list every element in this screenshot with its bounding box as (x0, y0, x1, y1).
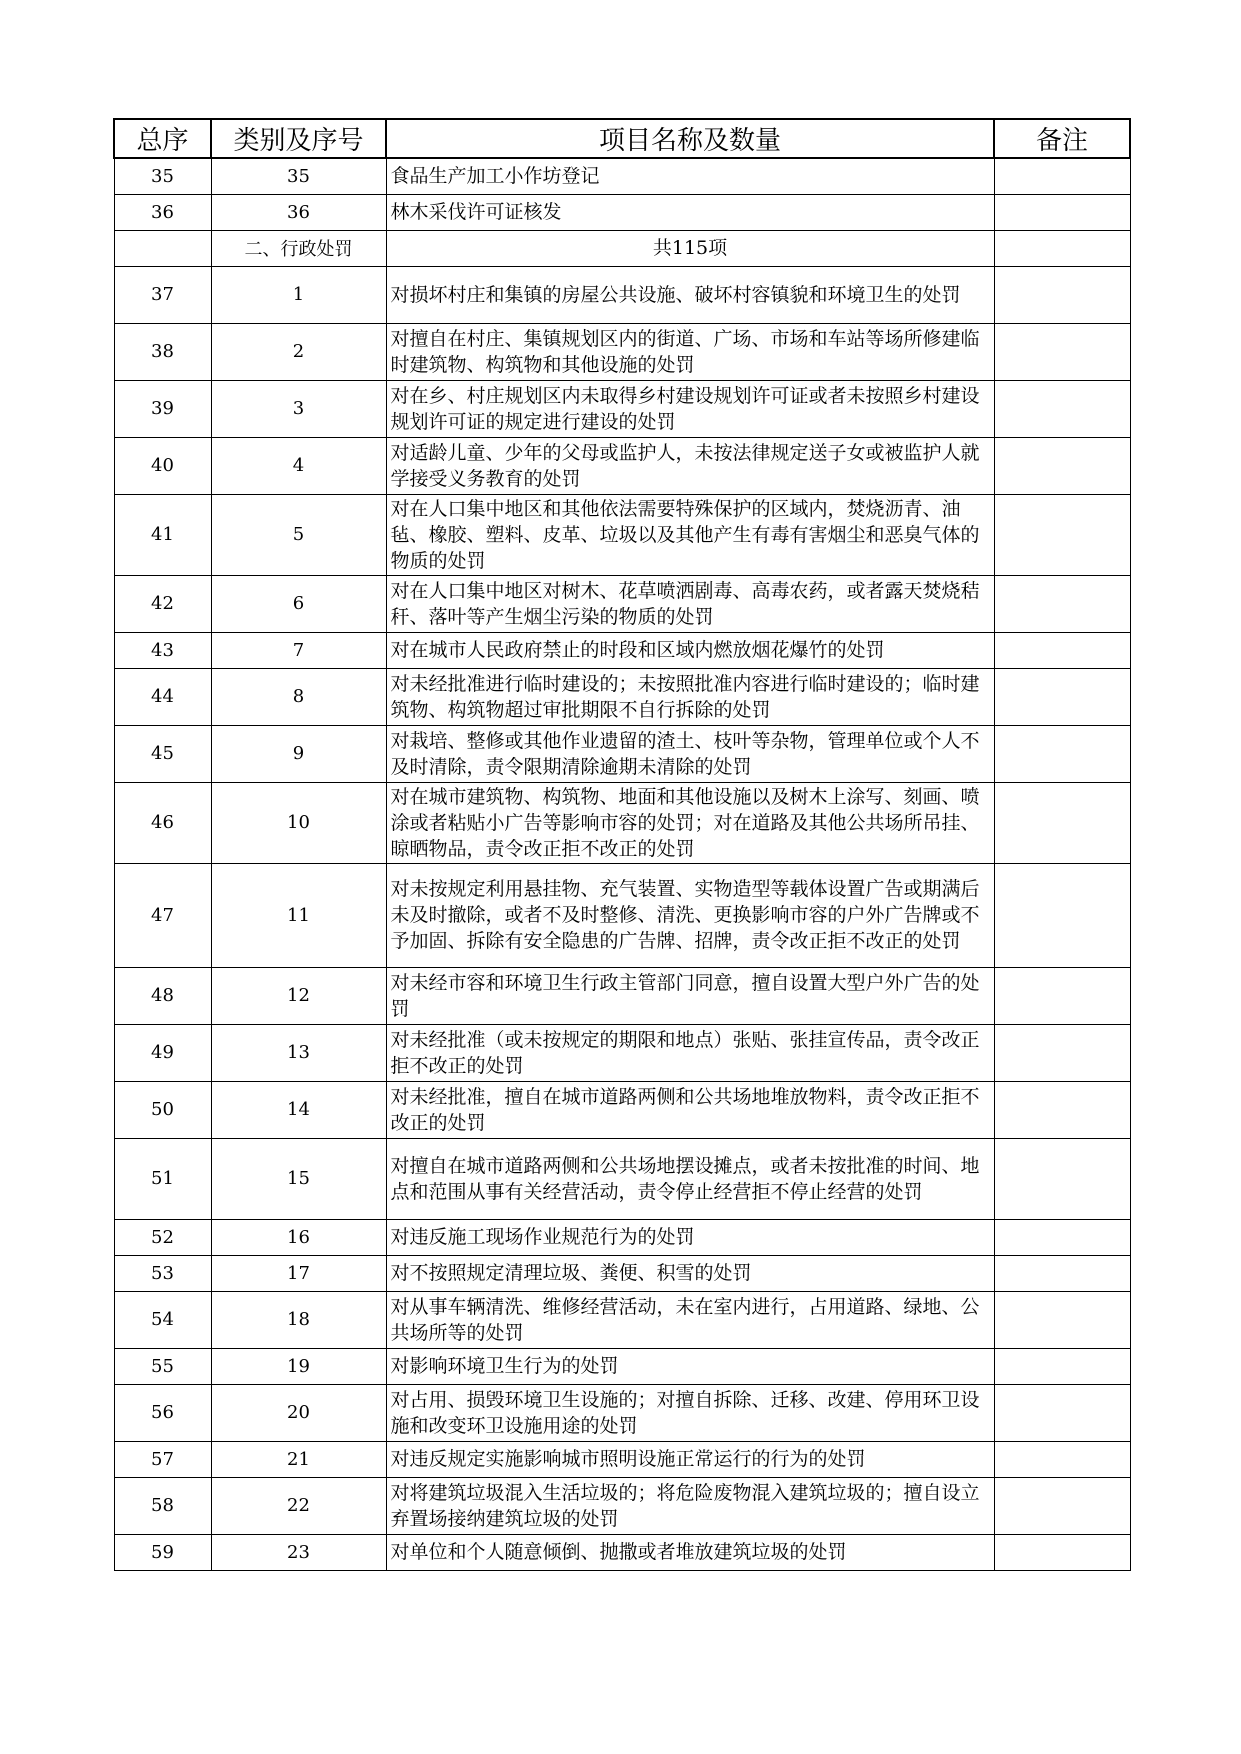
category-no-cell: 35 (211, 158, 386, 194)
total-no-cell: 35 (114, 158, 211, 194)
total-no-cell: 51 (114, 1138, 211, 1219)
item-name-cell: 对未经批准，擅自在城市道路两侧和公共场地堆放物料，责令改正拒不改正的处罚 (386, 1081, 994, 1138)
note-cell (994, 437, 1130, 494)
note-cell (994, 863, 1130, 967)
total-no-cell: 57 (114, 1441, 211, 1477)
header-row (114, 119, 1130, 158)
note-cell (994, 194, 1130, 230)
category-no-cell: 9 (211, 725, 386, 782)
item-name-cell: 对损坏村庄和集镇的房屋公共设施、破坏村容镇貌和环境卫生的处罚 (386, 266, 994, 323)
note-cell (994, 1534, 1130, 1570)
item-name-cell: 对栽培、整修或其他作业遗留的渣土、枝叶等杂物，管理单位或个人不及时清除，责令限期清除逾期未清除的处罚 (386, 725, 994, 782)
header-category-no: 类别及序号 (211, 119, 386, 158)
table-row (114, 380, 1130, 437)
item-name-cell: 对不按照规定清理垃圾、粪便、积雪的处罚 (386, 1255, 994, 1291)
table-row (114, 1081, 1130, 1138)
note-cell (994, 1477, 1130, 1534)
header-note: 备注 (994, 119, 1130, 158)
note-cell (994, 266, 1130, 323)
total-no-cell: 55 (114, 1348, 211, 1384)
category-no-cell: 22 (211, 1477, 386, 1534)
total-no-cell: 44 (114, 668, 211, 725)
total-no-cell: 36 (114, 194, 211, 230)
category-no-cell: 14 (211, 1081, 386, 1138)
category-no-cell: 21 (211, 1441, 386, 1477)
category-no-cell: 15 (211, 1138, 386, 1219)
table-row (114, 494, 1130, 575)
table-row (114, 1384, 1130, 1441)
item-name-cell: 对影响环境卫生行为的处罚 (386, 1348, 994, 1384)
table-row (114, 632, 1130, 668)
note-cell (994, 1384, 1130, 1441)
note-cell (994, 668, 1130, 725)
note-cell (994, 725, 1130, 782)
total-no-cell: 52 (114, 1219, 211, 1255)
note-cell (994, 494, 1130, 575)
item-name-cell: 对适龄儿童、少年的父母或监护人，未按法律规定送子女或被监护人就学接受义务教育的处罚 (386, 437, 994, 494)
table-row (114, 1024, 1130, 1081)
category-no-cell: 19 (211, 1348, 386, 1384)
item-name-cell: 对未按规定利用悬挂物、充气装置、实物造型等载体设置广告或期满后未及时撤除，或者不及时整修、清洗、更换影响市容的户外广告牌或不予加固、拆除有安全隐患的广告牌、招牌，责令改正拒不改正的处罚 (386, 863, 994, 967)
item-table (113, 118, 1131, 1571)
category-no-cell: 13 (211, 1024, 386, 1081)
total-no-cell: 49 (114, 1024, 211, 1081)
item-name-cell: 对在城市人民政府禁止的时段和区域内燃放烟花爆竹的处罚 (386, 632, 994, 668)
total-no-cell: 39 (114, 380, 211, 437)
category-no-cell: 1 (211, 266, 386, 323)
total-no-cell: 50 (114, 1081, 211, 1138)
total-no-cell: 47 (114, 863, 211, 967)
category-no-cell: 8 (211, 668, 386, 725)
item-name-cell: 对未经批准进行临时建设的；未按照批准内容进行临时建设的；临时建筑物、构筑物超过审批期限不自行拆除的处罚 (386, 668, 994, 725)
category-no-cell: 2 (211, 323, 386, 380)
category-no-cell: 4 (211, 437, 386, 494)
item-name-cell: 对从事车辆清洗、维修经营活动，未在室内进行，占用道路、绿地、公共场所等的处罚 (386, 1291, 994, 1348)
category-no-cell: 7 (211, 632, 386, 668)
total-no-cell: 59 (114, 1534, 211, 1570)
note-cell (994, 1138, 1130, 1219)
table-row (114, 967, 1130, 1024)
total-no-cell: 45 (114, 725, 211, 782)
category-no-cell: 二、行政处罚 (211, 230, 386, 266)
total-no-cell: 41 (114, 494, 211, 575)
total-no-cell: 38 (114, 323, 211, 380)
item-name-cell: 对擅自在城市道路两侧和公共场地摆设摊点，或者未按批准的时间、地点和范围从事有关经营活动，责令停止经营拒不停止经营的处罚 (386, 1138, 994, 1219)
item-name-cell: 对未经市容和环境卫生行政主管部门同意，擅自设置大型户外广告的处罚 (386, 967, 994, 1024)
table-row (114, 1138, 1130, 1219)
table-row (114, 1291, 1130, 1348)
note-cell (994, 575, 1130, 632)
table-row (114, 1534, 1130, 1570)
table-row (114, 266, 1130, 323)
table-row (114, 1219, 1130, 1255)
category-no-cell: 10 (211, 782, 386, 863)
table-row (114, 194, 1130, 230)
table-body (114, 158, 1130, 1570)
total-no-cell: 37 (114, 266, 211, 323)
table-row (114, 1477, 1130, 1534)
note-cell (994, 158, 1130, 194)
note-cell (994, 1081, 1130, 1138)
category-no-cell: 11 (211, 863, 386, 967)
table-row (114, 1348, 1130, 1384)
table-row (114, 323, 1130, 380)
note-cell (994, 1024, 1130, 1081)
total-no-cell (114, 230, 211, 266)
item-name-cell: 共115项 (386, 230, 994, 266)
category-no-cell: 17 (211, 1255, 386, 1291)
table-row (114, 782, 1130, 863)
note-cell (994, 782, 1130, 863)
note-cell (994, 1255, 1130, 1291)
header-total-no: 总序 (114, 119, 211, 158)
note-cell (994, 230, 1130, 266)
category-no-cell: 5 (211, 494, 386, 575)
total-no-cell: 54 (114, 1291, 211, 1348)
note-cell (994, 1291, 1130, 1348)
total-no-cell: 42 (114, 575, 211, 632)
note-cell (994, 1219, 1130, 1255)
note-cell (994, 967, 1130, 1024)
note-cell (994, 380, 1130, 437)
item-name-cell: 对在人口集中地区对树木、花草喷洒剧毒、高毒农药，或者露天焚烧秸秆、落叶等产生烟尘污染的物质的处罚 (386, 575, 994, 632)
table-row (114, 668, 1130, 725)
total-no-cell: 43 (114, 632, 211, 668)
item-name-cell: 对未经批准（或未按规定的期限和地点）张贴、张挂宣传品，责令改正拒不改正的处罚 (386, 1024, 994, 1081)
table-row (114, 1441, 1130, 1477)
item-name-cell: 食品生产加工小作坊登记 (386, 158, 994, 194)
category-no-cell: 6 (211, 575, 386, 632)
total-no-cell: 56 (114, 1384, 211, 1441)
category-no-cell: 16 (211, 1219, 386, 1255)
category-no-cell: 12 (211, 967, 386, 1024)
item-name-cell: 林木采伐许可证核发 (386, 194, 994, 230)
table-row (114, 863, 1130, 967)
category-no-cell: 20 (211, 1384, 386, 1441)
item-name-cell: 对在乡、村庄规划区内未取得乡村建设规划许可证或者未按照乡村建设规划许可证的规定进行建设的处罚 (386, 380, 994, 437)
item-name-cell: 对违反施工现场作业规范行为的处罚 (386, 1219, 994, 1255)
note-cell (994, 1441, 1130, 1477)
section-row (114, 230, 1130, 266)
total-no-cell: 53 (114, 1255, 211, 1291)
item-name-cell: 对擅自在村庄、集镇规划区内的街道、广场、市场和车站等场所修建临时建筑物、构筑物和其他设施的处罚 (386, 323, 994, 380)
table-row (114, 1255, 1130, 1291)
total-no-cell: 46 (114, 782, 211, 863)
table-row (114, 437, 1130, 494)
item-name-cell: 对单位和个人随意倾倒、抛撒或者堆放建筑垃圾的处罚 (386, 1534, 994, 1570)
note-cell (994, 323, 1130, 380)
total-no-cell: 40 (114, 437, 211, 494)
item-name-cell: 对占用、损毁环境卫生设施的；对擅自拆除、迁移、改建、停用环卫设施和改变环卫设施用途的处罚 (386, 1384, 994, 1441)
category-no-cell: 36 (211, 194, 386, 230)
header-item: 项目名称及数量 (386, 119, 994, 158)
item-name-cell: 对违反规定实施影响城市照明设施正常运行的行为的处罚 (386, 1441, 994, 1477)
total-no-cell: 58 (114, 1477, 211, 1534)
category-no-cell: 23 (211, 1534, 386, 1570)
item-name-cell: 对在人口集中地区和其他依法需要特殊保护的区域内，焚烧沥青、油毡、橡胶、塑料、皮革、垃圾以及其他产生有毒有害烟尘和恶臭气体的物质的处罚 (386, 494, 994, 575)
table-row (114, 575, 1130, 632)
category-no-cell: 18 (211, 1291, 386, 1348)
table-row (114, 725, 1130, 782)
item-name-cell: 对将建筑垃圾混入生活垃圾的；将危险废物混入建筑垃圾的；擅自设立弃置场接纳建筑垃圾的处罚 (386, 1477, 994, 1534)
table-row (114, 158, 1130, 194)
total-no-cell: 48 (114, 967, 211, 1024)
note-cell (994, 1348, 1130, 1384)
category-no-cell: 3 (211, 380, 386, 437)
note-cell (994, 632, 1130, 668)
item-name-cell: 对在城市建筑物、构筑物、地面和其他设施以及树木上涂写、刻画、喷涂或者粘贴小广告等影响市容的处罚；对在道路及其他公共场所吊挂、晾晒物品，责令改正拒不改正的处罚 (386, 782, 994, 863)
